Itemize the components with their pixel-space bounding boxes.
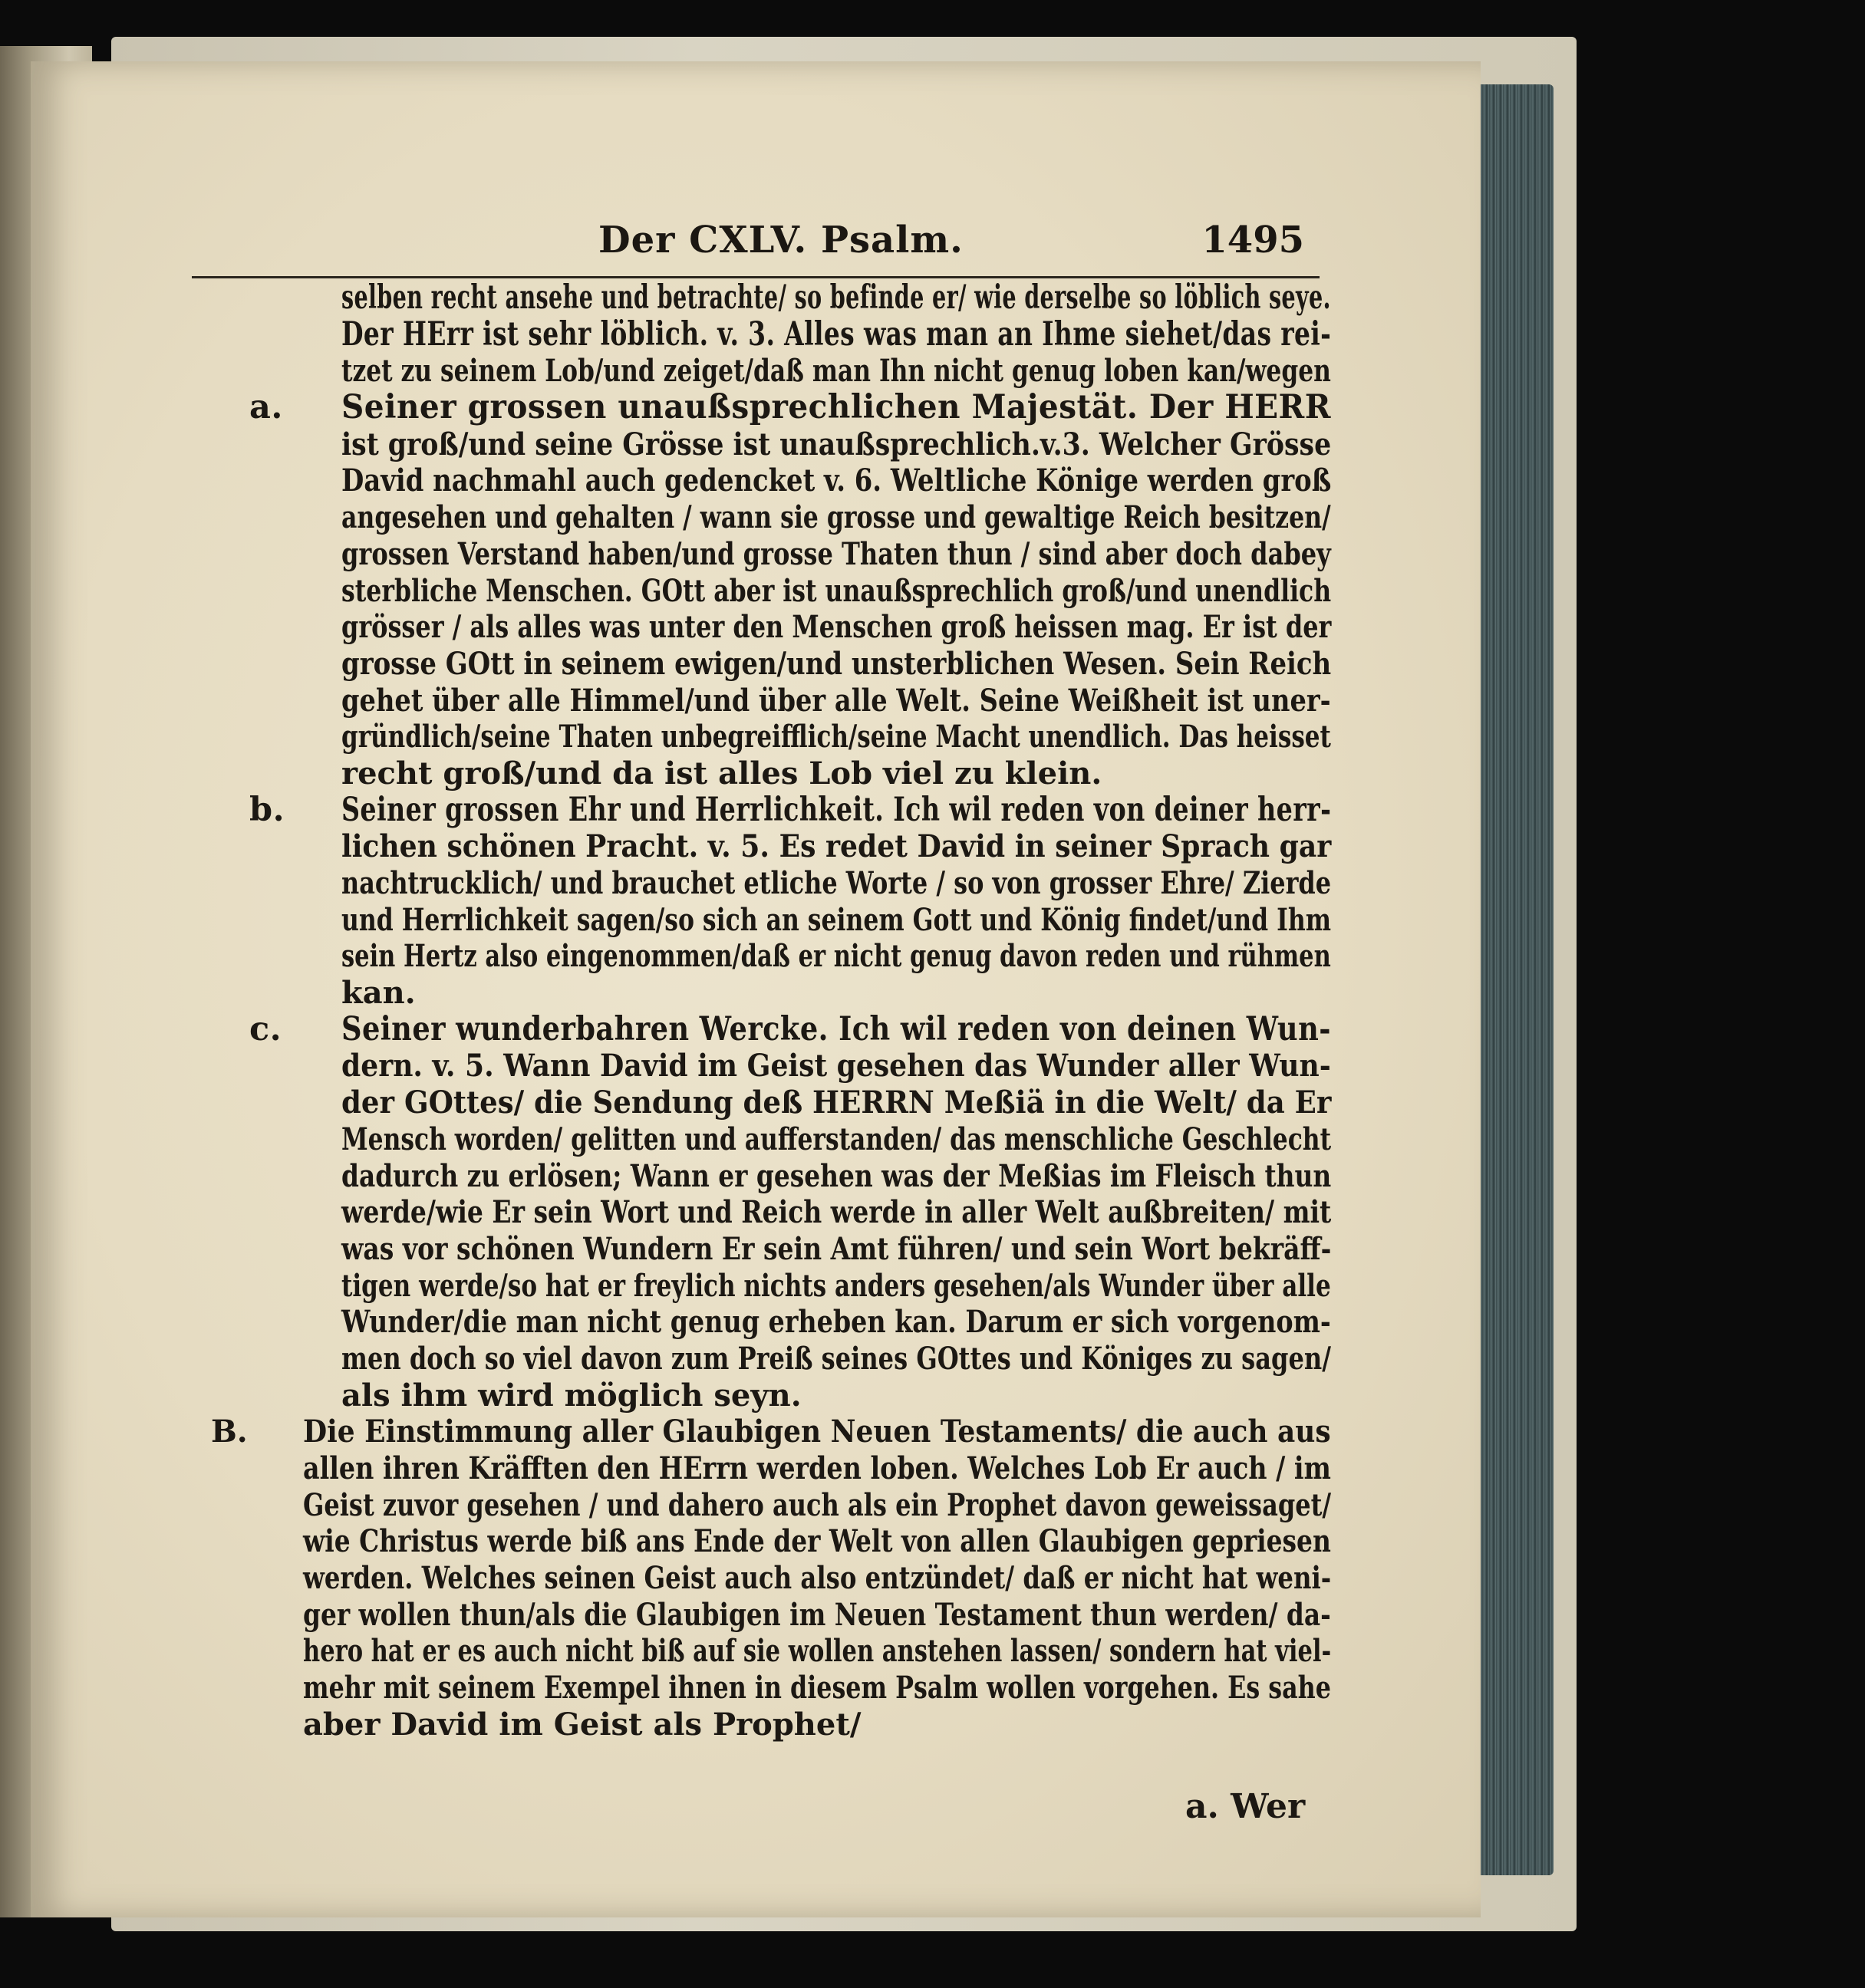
line-text: dadurch zu erlösen; Wann er gesehen was der Meßias im Fleisch thun (341, 1157, 1332, 1194)
line-text: tigen werde/so hat er freylich nichts anders gesehen/als Wunder über alle (341, 1267, 1331, 1304)
text-line (207, 536, 1335, 573)
text-line (207, 1414, 1335, 1450)
text-line (207, 1707, 1335, 1743)
section-marker: b. (249, 790, 285, 829)
text-line (207, 1341, 1335, 1377)
line-text: Wunder/die man nicht genug erheben kan. Darum er sich vorgenom- (341, 1304, 1331, 1341)
line-text: gehet über alle Himmel/und über alle Welt. Seine Weißheit ist uner- (341, 682, 1331, 719)
text-line (207, 683, 1335, 719)
line-text: ist groß/und seine Grösse ist unaußsprechlich.v.3. Welcher Grösse (341, 426, 1332, 462)
text-line (207, 1009, 1335, 1048)
line-text: was vor schönen Wundern Er sein Amt führen/ und sein Wort bekräff- (341, 1230, 1332, 1267)
line-text: Seiner grossen Ehr und Herrlichkeit. Ich wil reden von deiner herr- (341, 790, 1332, 829)
text-line (207, 353, 1335, 390)
text-line (207, 314, 1335, 354)
catchword: a. Wer (1185, 1787, 1306, 1826)
text-line (207, 1670, 1335, 1707)
line-text: men doch so viel davon zum Preiß seines GOttes und Königes zu sagen/ (341, 1340, 1331, 1377)
line-text: werde/wie Er sein Wort und Reich werde in aller Welt außbreiten/ mit (341, 1194, 1332, 1231)
line-text: wie Christus werde biß ans Ende der Welt von allen Glaubigen gepriesen (303, 1523, 1331, 1560)
text-line (207, 865, 1335, 902)
text-line (207, 646, 1335, 683)
text-line (207, 573, 1335, 610)
line-text: sein Hertz also eingenommen/daß er nicht genug davon reden und rühmen (341, 938, 1331, 975)
line-text: als ihm wird möglich seyn. (341, 1377, 802, 1414)
text-line (207, 938, 1335, 975)
text-line (207, 1377, 1335, 1414)
line-text: allen ihren Kräfften den HErrn werden loben. Welches Lob Er auch / im (303, 1450, 1331, 1486)
text-line (207, 792, 1335, 829)
text-line (207, 1450, 1335, 1487)
text-line (207, 1633, 1335, 1670)
line-text: aber David im Geist als Prophet/ (303, 1706, 862, 1743)
line-text: grossen Verstand haben/und grosse Thaten thun / sind aber doch dabey (341, 535, 1331, 572)
book-page (31, 61, 1481, 1917)
page-number: 1495 (1201, 219, 1304, 262)
line-text: gründlich/seine Thaten unbegreifflich/seine Macht unendlich. Das heisset (341, 719, 1331, 755)
text-line (207, 1085, 1335, 1121)
line-text: Geist zuvor gesehen / und dahero auch als ein Prophet davon geweissaget/ (303, 1486, 1332, 1523)
line-text: recht groß/und da ist alles Lob viel zu klein. (341, 755, 1102, 792)
text-line (207, 1194, 1335, 1231)
line-text: grösser / als alles was unter den Menschen groß heissen mag. Er ist der (341, 609, 1332, 646)
text-line (207, 1597, 1335, 1634)
line-text: Der HErr ist sehr löblich. v. 3. Alles was man an Ihme siehet/das rei- (341, 314, 1332, 354)
line-text: lichen schönen Pracht. v. 5. Es redet David in seiner Sprach gar (341, 828, 1332, 865)
text-line (207, 1487, 1335, 1524)
text-line (207, 390, 1335, 426)
line-text: der GOttes/ die Sendung deß HERRN Meßiä in die Welt/ da Er (341, 1085, 1332, 1121)
line-text: nachtrucklich/ und brauchet etliche Worte / so von grosser Ehre/ Zierde (341, 865, 1332, 901)
text-line (207, 902, 1335, 939)
section-marker: a. (249, 388, 283, 427)
text-line (207, 462, 1335, 499)
text-line (207, 1121, 1335, 1158)
text-line (207, 1048, 1335, 1085)
section-marker: c. (249, 1009, 282, 1048)
text-line (207, 1268, 1335, 1305)
running-title: Der CXLV. Psalm. (598, 219, 964, 262)
line-text: sterbliche Menschen. GOtt aber ist unaußsprechlich groß/und unendlich (341, 572, 1332, 609)
text-line (207, 499, 1335, 536)
page-header (568, 219, 1304, 265)
line-text: Seiner wunderbahren Wercke. Ich wil reden von deinen Wun- (341, 1009, 1331, 1048)
line-text: David nachmahl auch gedencket v. 6. Weltliche Könige werden groß (341, 462, 1332, 499)
text-line (207, 1560, 1335, 1597)
line-text: werden. Welches seinen Geist auch also entzündet/ daß er nicht hat weni- (303, 1560, 1332, 1597)
line-text: ger wollen thun/als die Glaubigen im Neuen Testament thun werden/ da- (303, 1596, 1331, 1633)
line-text: hero hat er es auch nicht biß auf sie wollen anstehen lassen/ sondern hat viel- (303, 1633, 1332, 1670)
line-text: mehr mit seinem Exempel ihnen in diesem Psalm wollen vorgehen. Es sahe (303, 1670, 1331, 1707)
text-line (207, 1523, 1335, 1560)
line-text: tzet zu seinem Lob/und zeiget/daß man Ihn nicht genug loben kan/wegen (341, 353, 1331, 390)
line-text: Seiner grossen unaußsprechlichen Majestät. Der HERR (341, 388, 1331, 427)
text-line (207, 1304, 1335, 1341)
text-line (207, 975, 1335, 1012)
line-text: grosse GOtt in seinem ewigen/und unsterblichen Wesen. Sein Reich (341, 645, 1332, 682)
section-marker: B. (211, 1414, 248, 1450)
text-line (207, 1158, 1335, 1195)
text-line (207, 1231, 1335, 1268)
text-line (207, 609, 1335, 646)
line-text: selben recht ansehe und betrachte/ so befinde er/ wie derselbe so löblich seye. (341, 278, 1331, 317)
text-line (207, 426, 1335, 463)
line-text: kan. (341, 975, 416, 1012)
line-text: angesehen und gehalten / wann sie grosse und gewaltige Reich besitzen/ (341, 499, 1331, 536)
line-text: und Herrlichkeit sagen/so sich an seinem Gott und König findet/und Ihm (341, 901, 1332, 938)
line-text: Mensch worden/ gelitten und aufferstanden/ das menschliche Geschlecht (341, 1121, 1332, 1157)
body-text (207, 280, 1335, 1743)
text-line (207, 280, 1335, 317)
line-text: Die Einstimmung aller Glaubigen Neuen Testaments/ die auch aus (303, 1414, 1331, 1450)
text-line (207, 828, 1335, 865)
line-text: dern. v. 5. Wann David im Geist gesehen das Wunder aller Wun- (341, 1048, 1331, 1085)
text-line (207, 755, 1335, 792)
text-line (207, 719, 1335, 755)
